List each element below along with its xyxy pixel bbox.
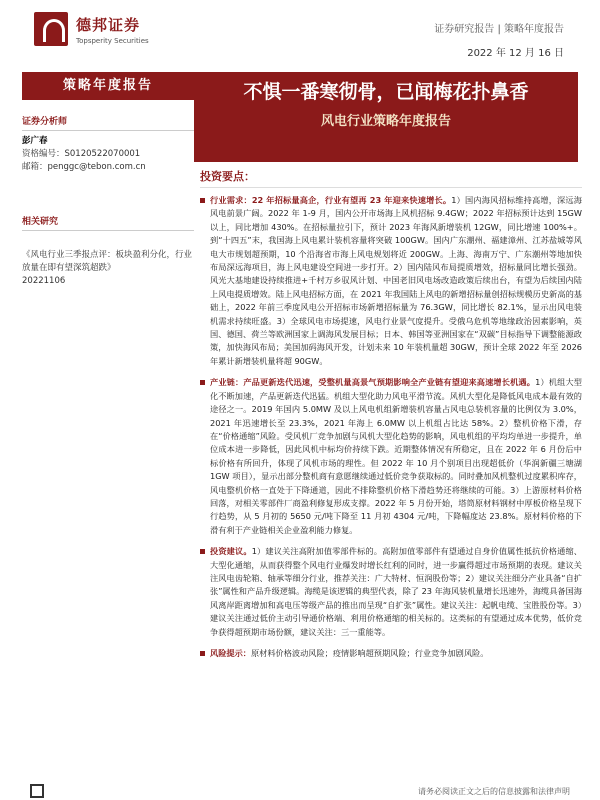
logo-icon <box>34 12 68 46</box>
analyst-email[interactable]: 邮箱：penggc@tebon.com.cn <box>22 162 146 172</box>
title-band <box>194 72 578 162</box>
related-research-title[interactable]: 《风电行业三季报点评：板块盈利分化，行业放量在即有望深筑超跌》 <box>22 250 193 273</box>
page-header <box>0 0 600 72</box>
investment-highlights-heading: 投资要点： <box>200 168 582 188</box>
analyst-heading: 证券分析师 <box>22 114 194 131</box>
disclaimer-text: 请务必阅读正文之后的信息披露和法律声明 <box>418 787 570 796</box>
report-subtitle: 风电行业策略年度报告 <box>320 114 451 129</box>
company-logo <box>34 12 149 46</box>
industry-demand-paragraph: 行业需求：22 年招标量高企，行业有望再 23 年迎来快速增长。1）国内海风招标维持高增，深远海风电前景广阔。2022 年 1-9 月，国内公开市场海上风机招标 9.4GW；2022 年招标预计达到 15GW 以上，同比增加 430%。在招标量拉引下，预计 2023 年海风新增装机 12GW，同比增速 100%+。到“十四五”末，我国海上风电累计装机容量将突破 100GW。国内广东潮州、福建漳州、江苏盐城等风电大市规划超预期，10 个沿海省市海上风电规划将近 200GW。上海、海南万宁、广东潮州等地加快布局深远海项目，海上风电建设空间进一步打开。2）国内陆风布局提质增效，招标量同比增长强劲。风光大基地建设持续推进+千村万乡驭风计划、中国老旧风电场改造政策后续出台，有望为后续国内陆上风电提质增效。陆上风电招标方面，在 2021 年我国陆上风电的新增招标量创招标规模历史新高的基础上，2022 年前三季度风电公开招标市场新增招标量为 76.3GW，同比增长 82.1%，显示出风电装机需求持续旺盛。3）全球风电市场提速，风电行业景气度提升。受俄乌危机等地缘政治因素影响，英国、德国、荷兰等欧洲国家上调海风发展目标；日本、韩国等亚洲国家在“双碳”目标指导下调整能源政策，加快海风布局；美国加码海风开发，计划未来 10 年装机量超 30GW，预计全球 2022 年至 2026 年累计新增装机量将超 90GW。 <box>200 194 582 368</box>
risk-warning-paragraph: 风险提示：原材料价格波动风险；疫情影响超预期风险；行业竞争加剧风险。 <box>200 647 582 660</box>
logo-name-cn: 德邦证券 <box>76 15 141 34</box>
related-research-date: 20221106 <box>22 276 66 286</box>
related-research-heading: 相关研究 <box>22 214 194 231</box>
main-content <box>200 168 582 668</box>
page-footer <box>0 782 600 800</box>
report-type: 证券研究报告 | 策略年度报告 <box>434 24 564 35</box>
qr-code-icon <box>30 784 44 798</box>
report-date: 2022 年 12 月 16 日 <box>467 48 564 59</box>
report-title: 不惧一番寒彻骨，已闻梅花扑鼻香 <box>243 81 529 103</box>
analyst-cert: 资格编号：S0120522070001 <box>22 149 141 159</box>
sidebar <box>22 72 194 288</box>
supply-chain-paragraph: 产业链：产品更新迭代迅速，受整机量高景气预期影响全产业链有望迎来高速增长机遇。1）机组大型化不断加速，产品更新迭代迅猛。机组大型化助力风电平滑节流。风机大型化是降低风电成本最有效的途径之一。2019 年国内 5.0MW 及以上风电机组新增装机容量占风电总装机容量的比例仅为 3.0%，2021 年迅速增长至 23.3%，2021 年海上 6.0MW 以上机组占比达 58%。2）整机价格下滑，存在“价格通缩”风险。受风机厂竞争加剧与风机大型化趋势的影响，风电机组的平均均单进一步提升，单位成本进一步降低，因此风机中标均价持续下跌。近期整体情况有所稳定，且在 2022 年 6 月份后中标价格有所回升，体现了风机市场的理性。但 2022 年 10 月个别项目出现超低价（华润新疆三塘湖 1GW 项目），显示出部分整机商有意愿继续通过低价竞争获取标的。同时叠加风机整机过度累积库存，风电整机价格一直处于下降通道，因此不排除整机价格下滑趋势还将继续的可能。3）上游原材料价格回落，对相关零部件厂商盈利修复形成支撑。2022 年 5 月份开始，塔筒原材料钢材中厚板价格呈现下行趋势，从 5 月初的 5650 元/吨下降至 11 月初 4304 元/吨，下降幅度达 23.8%。原材料价格的下滑有利于产业链相关企业盈利能力修复。 <box>200 376 582 537</box>
analyst-name: 彭广春 <box>22 136 48 146</box>
report-category-label: 策略年度报告 <box>22 72 194 100</box>
logo-name-en: Topsperity Securities <box>76 36 149 45</box>
investment-advice-paragraph: 投资建议。1）建议关注高附加值零部件标的。高附加值零部件有望通过自身价值属性抵抗价格通缩、大型化通缩，从而获得整个风电行业爆发时增长红利的同时，进一步赢得超过市场预期的表现。建议关注风电齿轮箱、轴承等细分行业，推荐关注：广大特材、恒润股份等；2）建议关注细分产业具备“自扩张”属性和产品升级逻辑。海缆是该逻辑的典型代表，除了 23 年海风装机量增长迅速外，海缆具备国海风离岸距离增加和高电压等级产品的推出而呈现“自扩张”属性。建议关注：起帆电缆、宝胜股份等。3）建议关注通过低价主动引导通价格端、利用价格通缩的相关标的。这类标的有望通过成本优势，低价竞争获得超预期市场份额，建议关注：三一重能等。 <box>200 545 582 639</box>
